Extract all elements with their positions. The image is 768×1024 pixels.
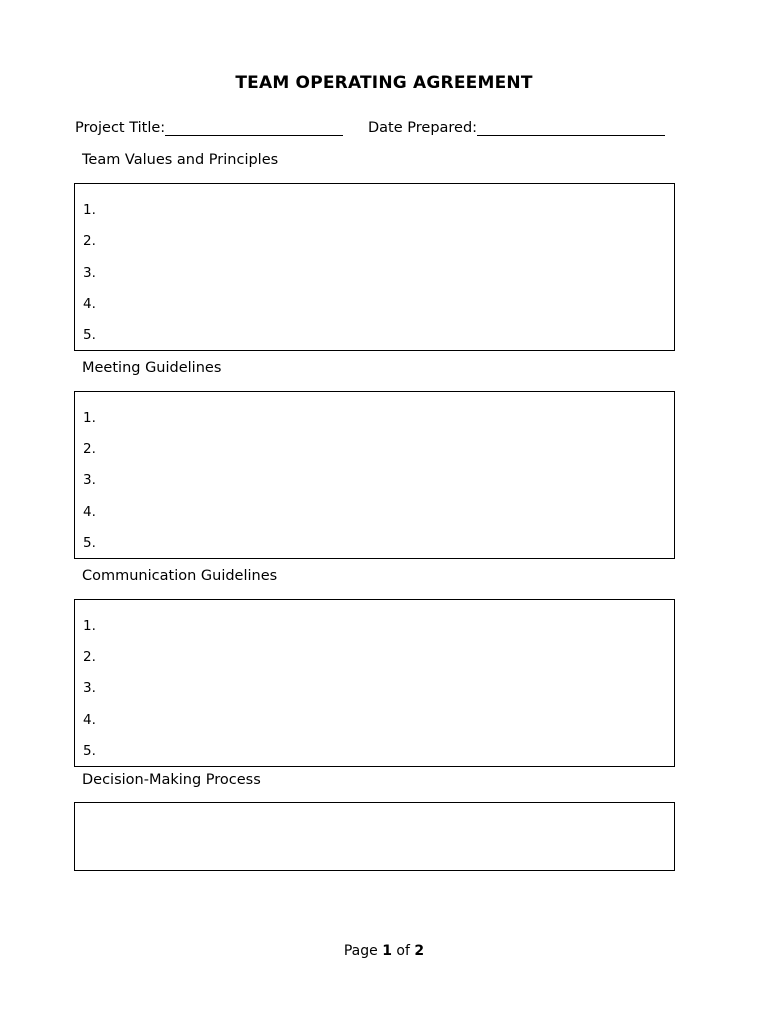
list-item: 2. xyxy=(83,441,96,457)
list-item: 3. xyxy=(83,680,96,696)
list-item: 4. xyxy=(83,504,96,520)
footer-page-word: Page xyxy=(343,943,378,959)
footer-current-page: 1 xyxy=(382,943,392,959)
section-box-communication[interactable] xyxy=(74,599,675,767)
list-item: 1. xyxy=(83,202,96,218)
date-prepared-line[interactable] xyxy=(477,118,665,136)
section-heading-decision-making: Decision-Making Process xyxy=(82,772,261,788)
header-fields xyxy=(75,118,675,138)
footer-of-word: of xyxy=(396,943,410,959)
list-item: 5. xyxy=(83,327,96,343)
list-item: 3. xyxy=(83,472,96,488)
list-item: 2. xyxy=(83,649,96,665)
list-item: 4. xyxy=(83,296,96,312)
page-title: TEAM OPERATING AGREEMENT xyxy=(235,73,533,93)
section-box-meeting[interactable] xyxy=(74,391,675,559)
footer-total-pages: 2 xyxy=(414,943,425,959)
list-item: 5. xyxy=(83,743,96,759)
list-item: 4. xyxy=(83,712,96,728)
section-heading-team-values: Team Values and Principles xyxy=(82,152,279,168)
date-prepared-label: Date Prepared: xyxy=(368,120,478,136)
list-item: 5. xyxy=(83,535,96,551)
date-prepared-field[interactable] xyxy=(368,118,665,136)
list-item: 3. xyxy=(83,265,96,281)
list-item: 1. xyxy=(83,410,96,426)
list-item: 2. xyxy=(83,233,96,249)
project-title-label: Project Title: xyxy=(75,120,166,136)
section-heading-meeting: Meeting Guidelines xyxy=(82,360,222,376)
project-title-line[interactable] xyxy=(165,118,343,136)
list-item: 1. xyxy=(83,618,96,634)
section-box-decision-making[interactable] xyxy=(74,802,675,871)
section-box-team-values[interactable] xyxy=(74,183,675,351)
project-title-field[interactable] xyxy=(75,118,343,136)
page-footer xyxy=(0,943,768,959)
section-heading-communication: Communication Guidelines xyxy=(82,568,278,584)
